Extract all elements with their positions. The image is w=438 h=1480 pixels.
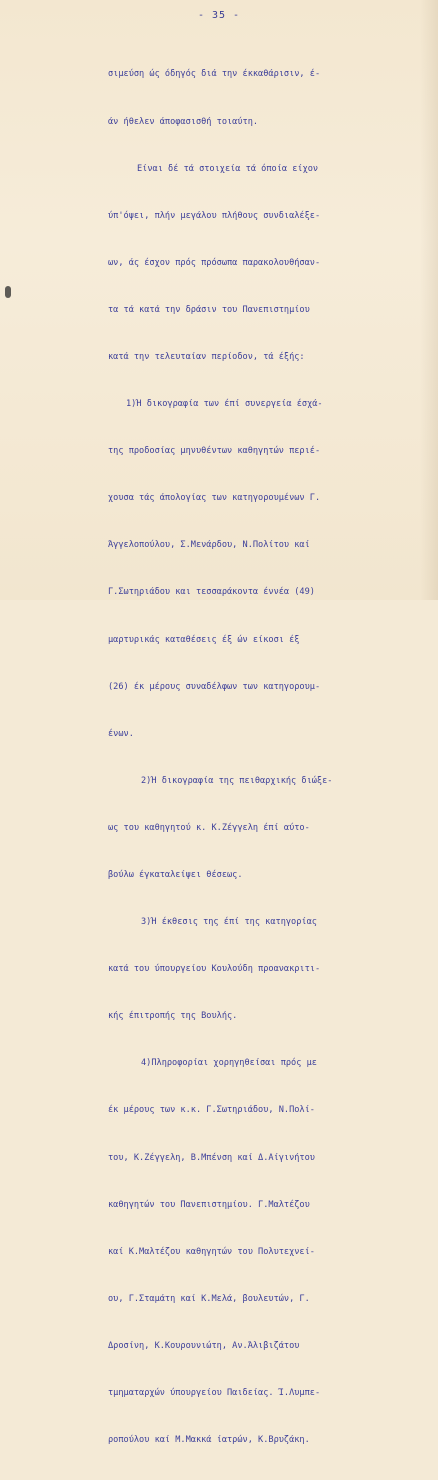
text-line	[0, 209, 438, 225]
line-text: Είναι δέ τά στοιχεία τά όποία είχον	[137, 163, 319, 174]
text-line	[0, 115, 438, 131]
text-line	[0, 1198, 438, 1214]
text-line	[0, 1292, 438, 1308]
line-text: του, Κ.Ζέγγελη, Β.Μπένση καί Δ.Αίγινήτου	[108, 1152, 315, 1163]
text-line	[0, 538, 438, 554]
text-line	[0, 350, 438, 366]
line-text: καί Κ.Μαλτέζου καθηγητών του Πολυτεχνεί-	[108, 1246, 315, 1257]
text-line	[0, 962, 438, 978]
page-number: - 35 -	[197, 10, 241, 21]
text-line	[0, 633, 438, 649]
line-text: ου, Γ.Σταμάτη καί Κ.Μελά, βουλευτών, Γ.	[108, 1293, 310, 1304]
line-text: χουσα τάς άπολογίας των κατηγορουμένων Γ.	[108, 493, 321, 504]
line-text: ων, άς έσχον πρός πρόσωπα παρακολουθήσαν-	[108, 257, 321, 268]
line-text: 1)Ή δικογραφία των έπί συνεργεία έσχά-	[126, 399, 323, 410]
text-line	[0, 585, 438, 601]
text-line	[0, 67, 438, 83]
line-text: ένων.	[108, 728, 134, 739]
line-text: κής έπιτροπής της Βουλής.	[108, 1011, 238, 1022]
text-line	[0, 868, 438, 884]
line-text: 2)Ή δικογραφία της πειθαρχικής διώξε-	[141, 775, 333, 786]
line-text: Άγγελοπούλου, Σ.Μενάρδου, Ν.Πολίτου καί	[108, 540, 310, 551]
line-text: Γ.Σωτηριάδου και τεσσαράκοντα έννέα (49)	[108, 587, 315, 598]
text-line	[0, 397, 438, 413]
line-text: Δροσίνη, Κ.Κουρουνιώτη, Αν.Άλιβιζάτου	[108, 1340, 300, 1351]
text-line	[0, 821, 438, 837]
text-line	[0, 774, 438, 790]
text-line	[0, 1103, 438, 1119]
text-line	[0, 303, 438, 319]
line-text: (26) έκ μέρους συναδέλφων των κατηγορουμ-	[108, 681, 321, 692]
line-text: καθηγητών του Πανεπιστημίου. Γ.Μαλτέζου	[108, 1199, 310, 1210]
line-text: ροπούλου καί Μ.Μακκά ίατρών, Κ.Βρυζάκη.	[108, 1435, 310, 1446]
text-line	[0, 1151, 438, 1167]
text-line	[0, 680, 438, 696]
line-text: έκ μέρους των κ.κ. Γ.Σωτηριάδου, Ν.Πολί-	[108, 1105, 315, 1116]
line-text: 3)Ή έκθεσις της έπί της κατηγορίας	[141, 917, 317, 928]
text-line	[0, 727, 438, 743]
text-line	[0, 1339, 438, 1355]
text-line	[0, 444, 438, 460]
line-text: σιμεύση ώς όδηγός διά την έκκαθάρισιν, έ-	[108, 69, 321, 80]
line-text: 4)Πληροφορίαι χορηγηθείσαι πρός με	[141, 1058, 317, 1069]
line-text: κατά του ύπουργείου Κουλούδη προανακριτι-	[108, 964, 321, 975]
line-text: βούλω έγκαταλείψει θέσεως.	[108, 870, 243, 880]
line-text: τμηματαρχών ύπουργείου Παιδείας. Ί.Λυμπε-	[108, 1388, 321, 1399]
text-line	[0, 162, 438, 178]
text-line	[0, 1386, 438, 1402]
text-line	[0, 1245, 438, 1261]
line-text: ύπ'όψει, πλήν μεγάλου πλήθους συνδιαλέξε-	[108, 210, 321, 221]
line-text: κατά την τελευταίαν περίοδον, τά έξής:	[108, 351, 305, 362]
line-text: άν ήθελεν άποφασισθή τοιαύτη.	[108, 116, 259, 127]
line-text: της προδοσίας μηνυθέντων καθηγητών περιέ-	[108, 446, 321, 457]
text-line	[0, 915, 438, 931]
text-line	[0, 1009, 438, 1025]
text-line	[0, 1056, 438, 1072]
body-text	[0, 36, 438, 1480]
line-text: ως του καθηγητού κ. Κ.Ζέγγελη έπί αύτο-	[108, 822, 310, 833]
line-text: τα τά κατά την δράσιν του Πανεπιστημίου	[108, 304, 310, 315]
text-line	[0, 1433, 438, 1449]
text-line	[0, 491, 438, 507]
line-text: μαρτυρικάς καταθέσεις έξ ών είκοσι έξ	[108, 634, 300, 645]
text-line	[0, 256, 438, 272]
